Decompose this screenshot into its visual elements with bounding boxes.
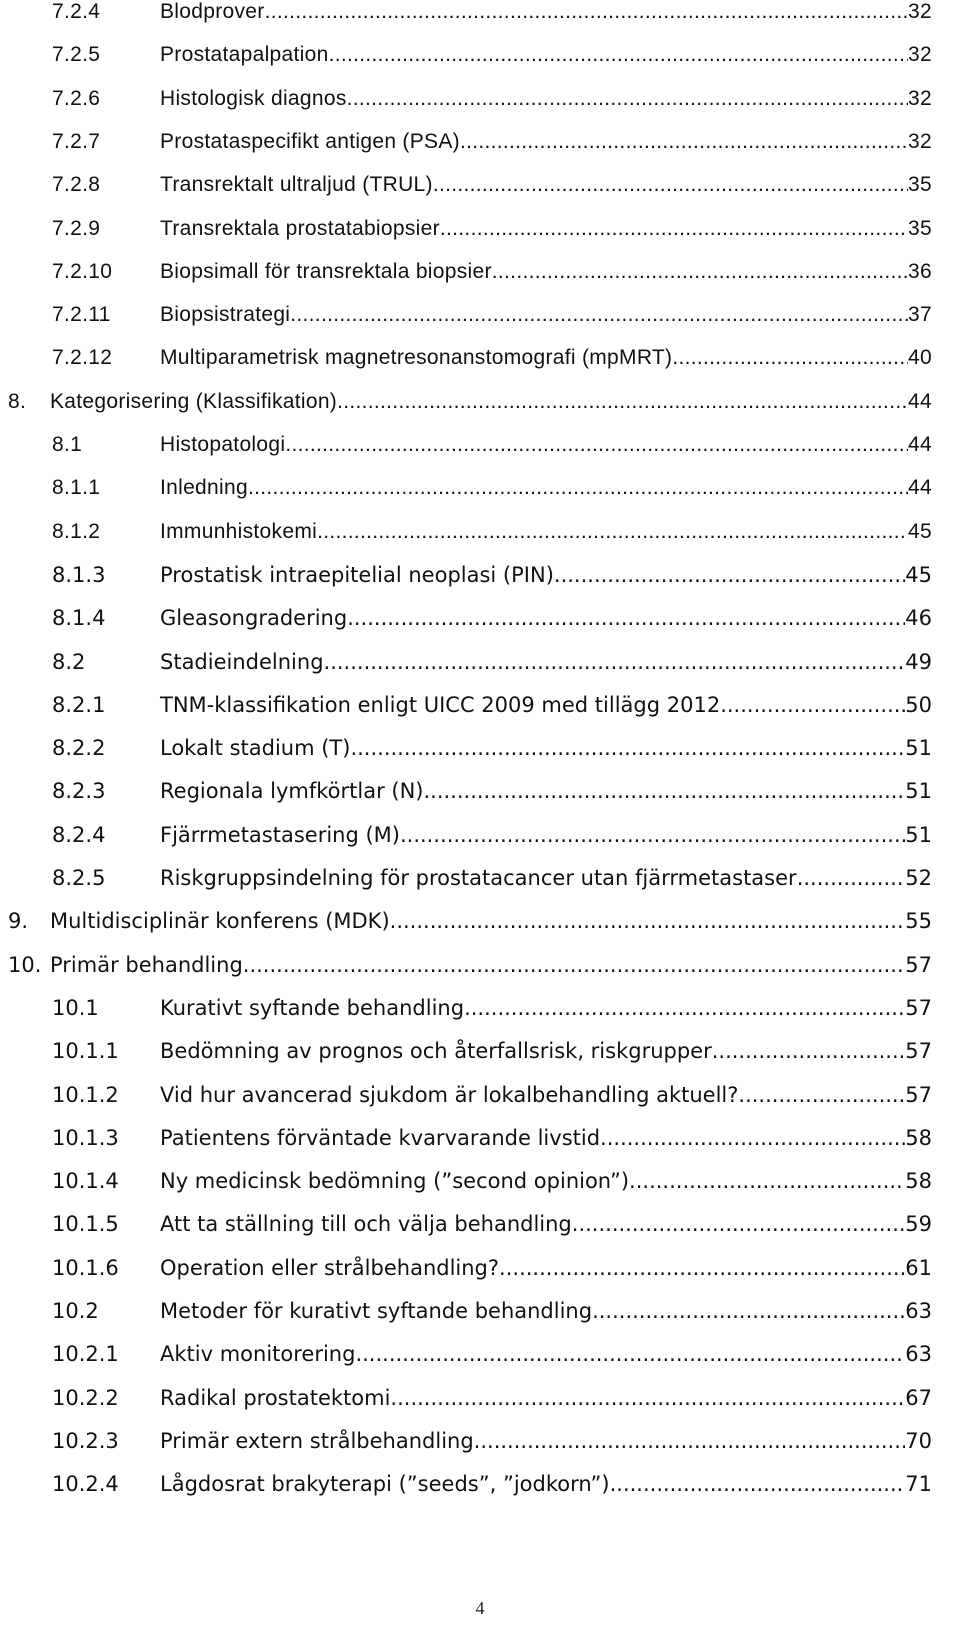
toc-entry-page: 70 <box>905 1429 932 1453</box>
toc-entry-line <box>160 642 932 682</box>
toc-entry-line <box>160 1291 932 1331</box>
toc-entry-title: Transrektalt ultraljud (TRUL) <box>160 173 433 196</box>
toc-entry-line <box>160 728 932 768</box>
toc-entry-line <box>160 512 932 552</box>
toc-entry-page: 32 <box>908 87 932 110</box>
toc-entry-page: 57 <box>905 953 932 977</box>
toc-entry-number: 7.2.5 <box>52 43 101 66</box>
toc-entry-page: 32 <box>908 0 932 23</box>
toc-entry-page: 71 <box>905 1472 932 1496</box>
toc-entry-title: Prostatapalpation <box>160 43 329 66</box>
toc-dot-leader <box>629 1161 905 1201</box>
toc-entry[interactable] <box>0 0 960 32</box>
toc-entry[interactable] <box>0 338 960 378</box>
toc-entry-line <box>160 598 932 638</box>
toc-entry-number: 10. <box>8 953 42 977</box>
toc-dot-leader <box>423 771 905 811</box>
toc-entry-title: Bedömning av prognos och återfallsrisk, riskgrupper <box>160 1039 712 1063</box>
toc-entry-line <box>160 685 932 725</box>
toc-entry-line <box>160 0 932 32</box>
toc-entry-number: 7.2.10 <box>52 260 113 283</box>
toc-dot-leader <box>474 1421 906 1461</box>
toc-dot-leader <box>400 815 905 855</box>
toc-entry-number: 9. <box>8 909 29 933</box>
toc-entry-line <box>160 815 932 855</box>
toc-entry-page: 63 <box>905 1299 932 1323</box>
toc-entry[interactable] <box>0 815 960 855</box>
toc-entry-title: Prostatisk intraepitelial neoplasi (PIN) <box>160 563 554 587</box>
toc-entry-line <box>160 1421 932 1461</box>
toc-entry-title: Blodprover <box>160 0 265 23</box>
toc-entry[interactable] <box>0 1031 960 1071</box>
toc-dot-leader <box>797 858 906 898</box>
toc-entry-line <box>160 338 932 378</box>
toc-entry[interactable] <box>0 685 960 725</box>
toc-entry-line <box>160 425 932 465</box>
toc-entry-title: Ny medicinsk bedömning (”second opinion”) <box>160 1169 630 1193</box>
toc-entry-title: Stadieindelning <box>160 650 324 674</box>
toc-entry-title: Riskgruppsindelning för prostatacancer utan fjärrmetastaser <box>160 866 797 890</box>
toc-entry[interactable] <box>0 1204 960 1244</box>
toc-entry-title: Radikal prostatektomi <box>160 1386 391 1410</box>
toc-dot-leader <box>390 901 906 941</box>
toc-entry-line <box>160 209 932 249</box>
toc-entry-line <box>160 1248 932 1288</box>
toc-entry-title: Immunhistokemi <box>160 520 318 543</box>
toc-entry[interactable] <box>0 252 960 292</box>
toc-entry-title: Multiparametrisk magnetresonanstomografi (mpMRT) <box>160 346 673 369</box>
toc-entry-page: 51 <box>905 823 932 847</box>
toc-entry[interactable] <box>0 295 960 335</box>
toc-dot-leader <box>290 295 908 335</box>
toc-entry-page: 55 <box>905 909 932 933</box>
toc-entry-page: 51 <box>905 736 932 760</box>
toc-dot-leader <box>433 165 908 205</box>
toc-entry-line <box>160 1464 932 1504</box>
toc-entry-page: 45 <box>908 520 932 543</box>
toc-entry-title: Operation eller strålbehandling? <box>160 1256 500 1280</box>
toc-entry-line <box>160 1334 932 1374</box>
toc-entry-number: 10.2.3 <box>52 1429 119 1453</box>
toc-entry-number: 8.2.3 <box>52 779 106 803</box>
toc-entry-line <box>50 382 932 422</box>
toc-entry[interactable] <box>0 512 960 552</box>
toc-entry[interactable] <box>0 79 960 119</box>
toc-entry-page: 32 <box>908 43 932 66</box>
toc-dot-leader <box>248 468 908 508</box>
toc-entry-page: 44 <box>908 390 932 413</box>
toc-entry-number: 10.1.3 <box>52 1126 119 1150</box>
toc-entry-number: 7.2.4 <box>52 0 101 23</box>
toc-entry-title: Metoder för kurativt syftande behandling <box>160 1299 593 1323</box>
toc-entry-number: 7.2.11 <box>52 303 111 326</box>
toc-entry-number: 8.1.3 <box>52 563 106 587</box>
toc-dot-leader <box>243 945 905 985</box>
toc-entry-title: Kategorisering (Klassifikation) <box>50 390 338 413</box>
toc-entry-number: 10.2.2 <box>52 1386 119 1410</box>
toc-entry-line <box>160 988 932 1028</box>
toc-entry-title: Transrektala prostatabiopsier <box>160 217 440 240</box>
toc-dot-leader <box>440 209 908 249</box>
toc-entry-page: 50 <box>905 693 932 717</box>
toc-entry-title: Regionala lymfkörtlar (N) <box>160 779 424 803</box>
toc-entry-title: Histologisk diagnos. <box>160 87 353 110</box>
toc-entry-line <box>160 165 932 205</box>
toc-entry-number: 10.2 <box>52 1299 99 1323</box>
toc-entry-page: 57 <box>905 996 932 1020</box>
toc-entry-title: TNM-klassifikation enligt UICC 2009 med tillägg 2012 <box>160 693 721 717</box>
toc-entry-line <box>160 1378 932 1418</box>
toc-entry-line <box>160 858 932 898</box>
toc-dot-leader <box>329 35 908 75</box>
toc-dot-leader <box>460 122 908 162</box>
toc-entry-title: Fjärrmetastasering (M) <box>160 823 400 847</box>
toc-dot-leader <box>265 0 908 32</box>
toc-dot-leader <box>464 988 905 1028</box>
toc-dot-leader <box>355 1334 905 1374</box>
toc-entry-page: 59 <box>905 1212 932 1236</box>
toc-entry[interactable] <box>0 122 960 162</box>
toc-dot-leader <box>347 598 905 638</box>
toc-dot-leader <box>672 338 908 378</box>
toc-entry-number: 7.2.9 <box>52 217 101 240</box>
toc-dot-leader <box>554 555 905 595</box>
toc-entry-line <box>160 1031 932 1071</box>
toc-entry-number: 8.2.2 <box>52 736 106 760</box>
toc-entry-line <box>50 945 932 985</box>
toc-entry[interactable] <box>0 1464 960 1504</box>
toc-entry[interactable] <box>0 1334 960 1374</box>
toc-entry-line <box>160 1075 932 1115</box>
toc-entry-page: 61 <box>905 1256 932 1280</box>
toc-entry[interactable] <box>0 1378 960 1418</box>
toc-dot-leader <box>600 1118 905 1158</box>
toc-entry-number: 10.1 <box>52 996 99 1020</box>
toc-entry-line <box>50 901 932 941</box>
toc-entry-line <box>160 79 932 119</box>
toc-entry-number: 10.1.2 <box>52 1083 119 1107</box>
toc-entry[interactable] <box>0 468 960 508</box>
toc-entry-page: 57 <box>905 1083 932 1107</box>
toc-entry-title: Lokalt stadium (T) <box>160 736 351 760</box>
toc-entry-page: 32 <box>908 130 932 153</box>
toc-entry-line <box>160 771 932 811</box>
toc-entry-page: 58 <box>905 1169 932 1193</box>
toc-entry-number: 8.1.1 <box>52 476 101 499</box>
toc-entry-page: 57 <box>905 1039 932 1063</box>
toc-entry-page: 45 <box>905 563 932 587</box>
toc-entry-title: Patientens förväntade kvarvarande livstid <box>160 1126 601 1150</box>
toc-entry-number: 8.1 <box>52 433 83 456</box>
toc-entry-line <box>160 555 932 595</box>
toc-entry-page: 36 <box>908 260 932 283</box>
toc-entry-number: 8.1.4 <box>52 606 106 630</box>
toc-entry-page: 63 <box>905 1342 932 1366</box>
toc-dot-leader <box>499 1248 905 1288</box>
toc-entry-title: Primär extern strålbehandling <box>160 1429 474 1453</box>
toc-entry-line <box>160 122 932 162</box>
toc-entry-title: Inledning <box>160 476 248 499</box>
toc-entry[interactable] <box>0 1075 960 1115</box>
toc-dot-leader <box>350 728 905 768</box>
toc-entry-number: 7.2.6 <box>52 87 101 110</box>
toc-entry-page: 58 <box>905 1126 932 1150</box>
toc-entry[interactable] <box>0 858 960 898</box>
toc-entry-page: 37 <box>908 303 932 326</box>
toc-entry[interactable] <box>0 1291 960 1331</box>
toc-entry-line <box>160 1204 932 1244</box>
toc-entry-title: Multidisciplinär konferens (MDK) <box>50 909 390 933</box>
toc-entry-number: 10.1.5 <box>52 1212 119 1236</box>
toc-entry-number: 8.2.5 <box>52 866 106 890</box>
toc-dot-leader <box>353 79 908 119</box>
toc-entry-number: 10.2.1 <box>52 1342 119 1366</box>
toc-entry-number: 8.2.4 <box>52 823 106 847</box>
toc-entry[interactable] <box>0 1421 960 1461</box>
toc-entry-number: 8.2.1 <box>52 693 106 717</box>
toc-dot-leader <box>712 1031 906 1071</box>
toc-dot-leader <box>324 642 906 682</box>
toc-entry-title: Aktiv monitorering <box>160 1342 356 1366</box>
toc-entry-number: 7.2.12 <box>52 346 113 369</box>
toc-entry-line <box>160 1118 932 1158</box>
toc-entry[interactable] <box>0 988 960 1028</box>
toc-entry-number: 8. <box>8 390 27 413</box>
toc-entry[interactable] <box>0 901 960 941</box>
toc-entry[interactable] <box>0 1248 960 1288</box>
toc-entry-page: 52 <box>905 866 932 890</box>
toc-entry-line <box>160 295 932 335</box>
toc-dot-leader <box>592 1291 905 1331</box>
toc-entry[interactable] <box>0 209 960 249</box>
toc-entry-title: Kurativt syftande behandling <box>160 996 465 1020</box>
toc-dot-leader <box>720 685 905 725</box>
toc-entry-page: 46 <box>905 606 932 630</box>
page-number: 4 <box>475 1598 485 1618</box>
toc-dot-leader <box>317 512 908 552</box>
toc-entry-page: 35 <box>908 173 932 196</box>
toc-entry[interactable] <box>0 598 960 638</box>
toc-dot-leader <box>285 425 908 465</box>
toc-entry-title: Histopatologi <box>160 433 286 456</box>
toc-entry-title: Vid hur avancerad sjukdom är lokalbehandling aktuell?. <box>160 1083 746 1107</box>
toc-entry[interactable] <box>0 642 960 682</box>
toc-entry-number: 8.1.2 <box>52 520 101 543</box>
toc-entry-title: Biopsistrategi <box>160 303 291 326</box>
toc-entry[interactable] <box>0 35 960 75</box>
toc-dot-leader <box>745 1075 905 1115</box>
toc-entry[interactable] <box>0 728 960 768</box>
toc-entry-line <box>160 1161 932 1201</box>
toc-dot-leader <box>572 1204 905 1244</box>
toc-entry[interactable] <box>0 425 960 465</box>
toc-dot-leader <box>492 252 908 292</box>
toc-entry-number: 10.2.4 <box>52 1472 119 1496</box>
toc-entry-page: 44 <box>908 433 932 456</box>
toc-entry-title: Primär behandling <box>50 953 243 977</box>
toc-entry-title: Gleasongradering <box>160 606 348 630</box>
toc-dot-leader <box>610 1464 906 1504</box>
toc-entry-line <box>160 468 932 508</box>
toc-entry[interactable] <box>0 1161 960 1201</box>
toc-entry-title: Biopsimall för transrektala biopsier <box>160 260 492 283</box>
toc-entry-page: 51 <box>905 779 932 803</box>
toc-entry-page: 40 <box>908 346 932 369</box>
toc-entry-title: Prostataspecifikt antigen (PSA) <box>160 130 460 153</box>
toc-entry-number: 7.2.7 <box>52 130 101 153</box>
toc-entry-number: 7.2.8 <box>52 173 101 196</box>
toc-dot-leader <box>390 1378 905 1418</box>
toc-entry-page: 35 <box>908 217 932 240</box>
toc-entry-title: Lågdosrat brakyterapi (”seeds”, ”jodkorn”) <box>160 1472 610 1496</box>
toc-dot-leader <box>337 382 908 422</box>
toc-entry[interactable] <box>0 771 960 811</box>
toc-entry-page: 67 <box>905 1386 932 1410</box>
toc-entry-number: 8.2 <box>52 650 86 674</box>
toc-entry-line <box>160 35 932 75</box>
toc-entry[interactable] <box>0 945 960 985</box>
toc-entry-number: 10.1.1 <box>52 1039 119 1063</box>
toc-entry-page: 44 <box>908 476 932 499</box>
toc-entry[interactable] <box>0 165 960 205</box>
toc-entry[interactable] <box>0 1118 960 1158</box>
toc-entry-number: 10.1.6 <box>52 1256 119 1280</box>
toc-entry[interactable] <box>0 555 960 595</box>
toc-entry-line <box>160 252 932 292</box>
toc-entry-page: 49 <box>905 650 932 674</box>
toc-entry[interactable] <box>0 382 960 422</box>
toc-entry-title: Att ta ställning till och välja behandling <box>160 1212 572 1236</box>
toc-entry-number: 10.1.4 <box>52 1169 119 1193</box>
